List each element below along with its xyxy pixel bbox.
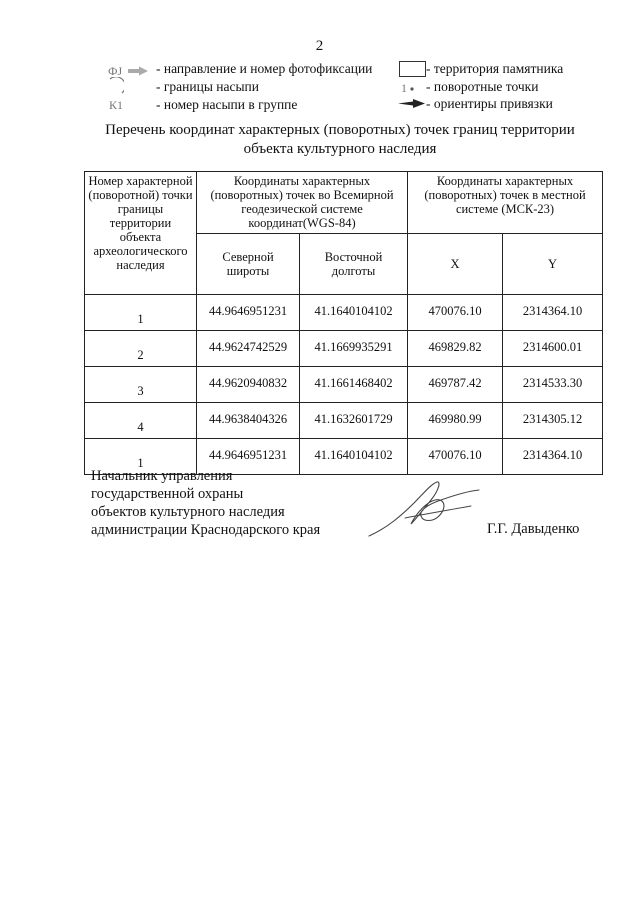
x-value: 470076.10 [408, 295, 503, 331]
x-value: 470076.10 [408, 439, 503, 475]
table-row [85, 403, 603, 439]
point-number: 1 [85, 439, 197, 475]
point-number: 3 [85, 367, 197, 403]
x-value: 469829.82 [408, 331, 503, 367]
longitude-value: 41.1640104102 [300, 295, 408, 331]
signatory-title [91, 467, 320, 539]
longitude-value: 41.1632601729 [300, 403, 408, 439]
turning-point-symbol: 1 [401, 81, 407, 95]
point-number: 1 [85, 295, 197, 331]
monument-territory-box-icon [399, 61, 426, 77]
header-east-longitude: Восточной долготы [300, 234, 408, 295]
header-point-number: Номер характерной (поворотной) точки границы территории объекта археологического наследия [85, 172, 197, 295]
y-value: 2314600.01 [503, 331, 603, 367]
header-north-latitude: Северной широты [197, 234, 300, 295]
reference-arrow-icon [398, 99, 426, 108]
latitude-value: 44.9624742529 [197, 331, 300, 367]
x-value: 469980.99 [408, 403, 503, 439]
point-number: 2 [85, 331, 197, 367]
y-value: 2314364.10 [503, 295, 603, 331]
turning-point-dot-icon [409, 86, 415, 92]
signatory-line-2: государственной охраны [91, 486, 244, 502]
header-x: X [408, 234, 503, 295]
y-value: 2314533.30 [503, 367, 603, 403]
mound-border-arc-icon [106, 77, 124, 97]
legend-mound-number: - номер насыпи в группе [156, 97, 298, 112]
photo-fixation-symbol: ФJ [108, 64, 123, 78]
signatory-name: Г.Г. Давыденко [487, 521, 580, 537]
longitude-value: 41.1640104102 [300, 439, 408, 475]
signatory-line-1: Начальник управления [91, 468, 233, 484]
legend-photo-direction: - направление и номер фотофиксации [156, 61, 373, 76]
legend-mound-borders: - границы насыпи [156, 79, 259, 94]
latitude-value: 44.9646951231 [197, 439, 300, 475]
point-number: 4 [85, 403, 197, 439]
signatory-line-4: администрации Краснодарского края [91, 522, 321, 538]
longitude-value: 41.1669935291 [300, 331, 408, 367]
longitude-value: 41.1661468402 [300, 367, 408, 403]
latitude-value: 44.9646951231 [197, 295, 300, 331]
coordinates-heading [60, 121, 620, 159]
legend-turning-points: - поворотные точки [426, 79, 539, 94]
photo-direction-arrow-icon [127, 66, 149, 76]
handwritten-signature-icon [365, 478, 485, 540]
header-y: Y [503, 234, 603, 295]
heading-line-1: Перечень координат характерных (поворотных) точек границ территории [105, 122, 575, 138]
x-value: 469787.42 [408, 367, 503, 403]
header-msk23: Координаты характерных (поворотных) точек в местной системе (МСК-23) [408, 172, 603, 234]
y-value: 2314364.10 [503, 439, 603, 475]
table-row [85, 295, 603, 331]
legend-monument-territory: - территория памятника [426, 61, 564, 76]
header-wgs84: Координаты характерных (поворотных) точек во Всемирной геодезической системе координат(WGS-84) [197, 172, 408, 234]
table-row [85, 367, 603, 403]
coordinates-table [84, 171, 603, 475]
latitude-value: 44.9620940832 [197, 367, 300, 403]
mound-number-symbol: К1 [109, 98, 124, 112]
page-number: 2 [315, 38, 324, 54]
table-row [85, 331, 603, 367]
legend-reference-points: - ориентиры привязки [426, 96, 553, 111]
latitude-value: 44.9638404326 [197, 403, 300, 439]
heading-line-2: объекта культурного наследия [243, 141, 437, 157]
y-value: 2314305.12 [503, 403, 603, 439]
signatory-line-3: объектов культурного наследия [91, 504, 285, 520]
